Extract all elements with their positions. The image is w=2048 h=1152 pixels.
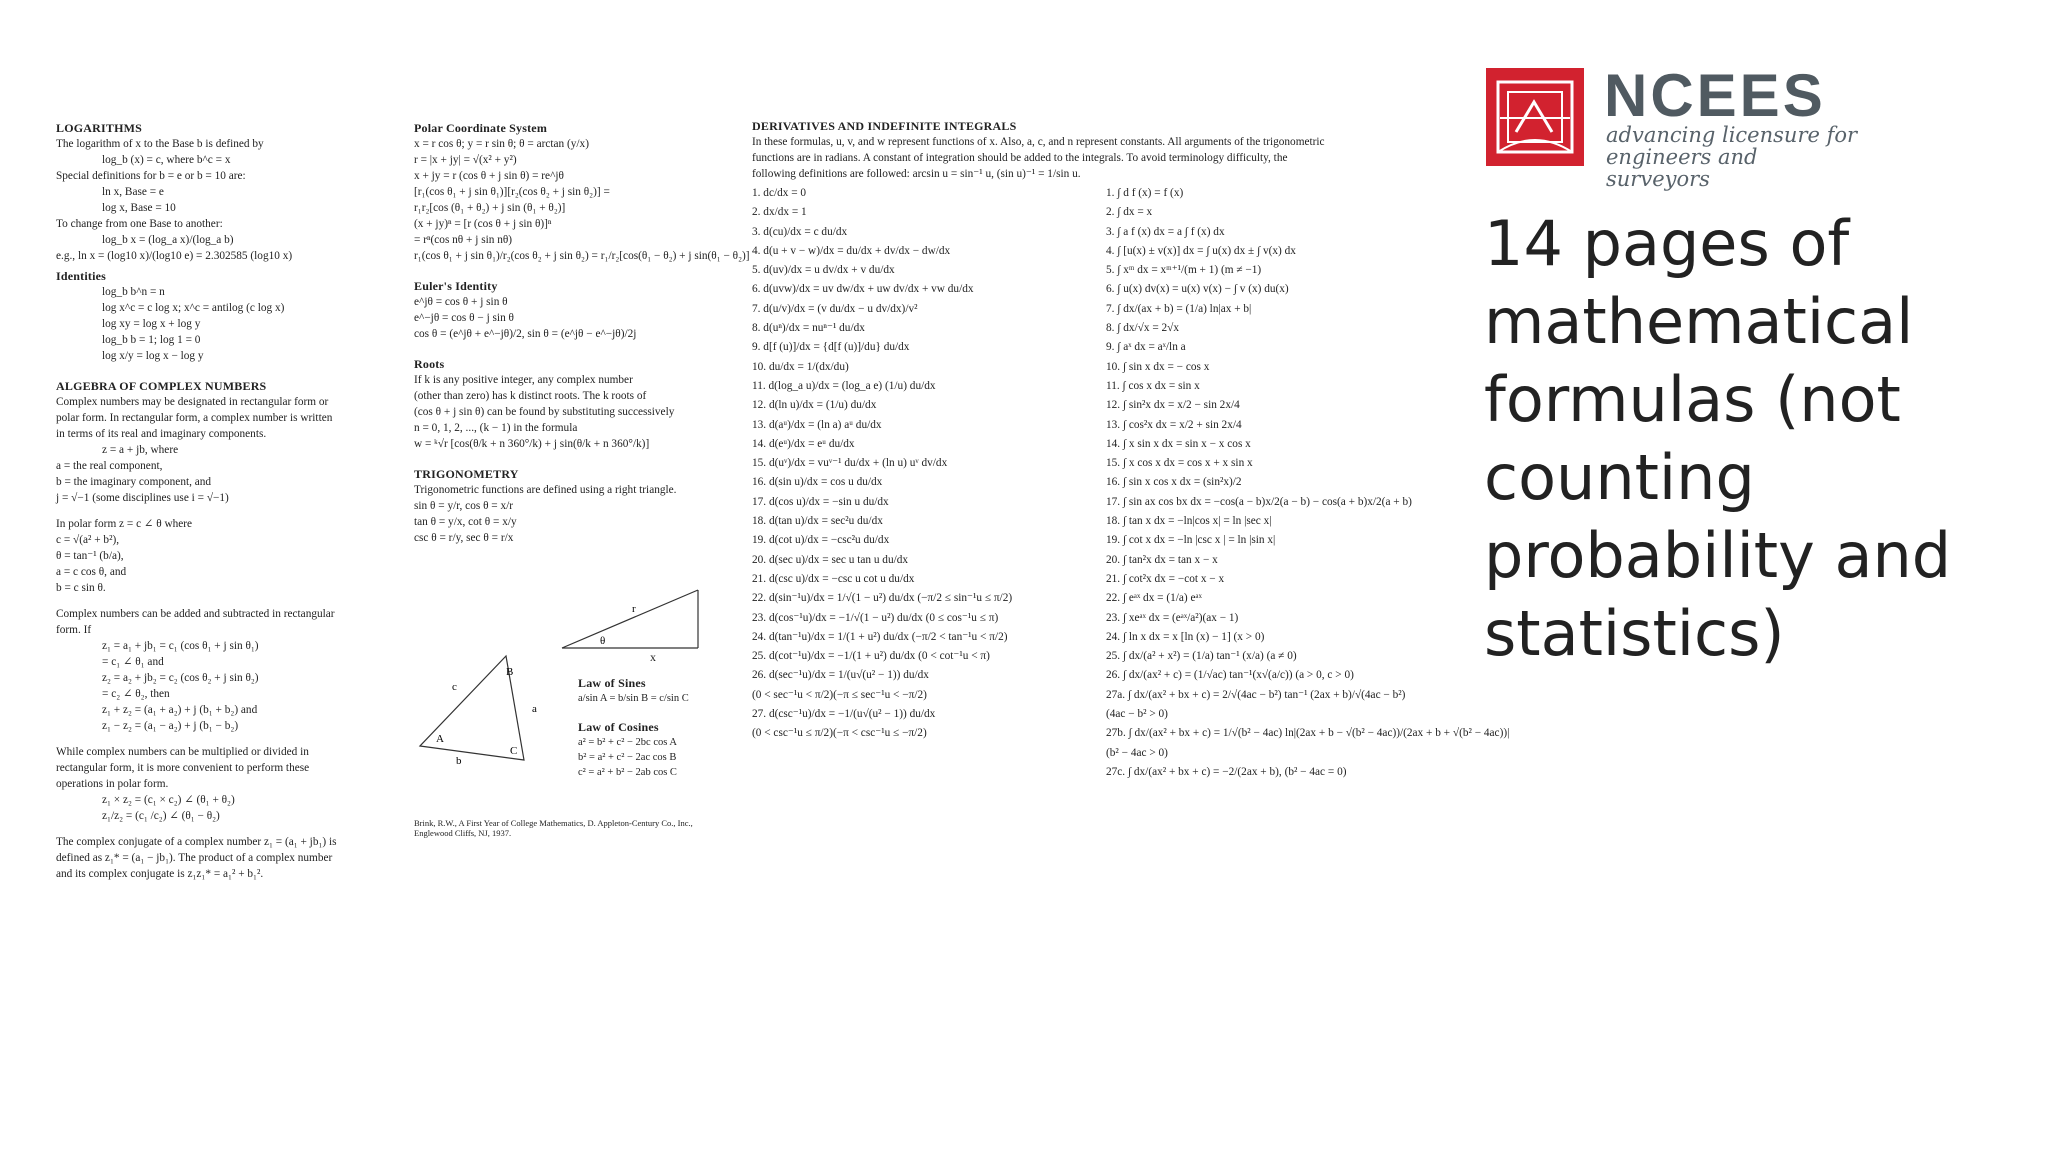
formula-line: tan θ = y/x, cot θ = x/y bbox=[414, 516, 517, 528]
law-line: a² = b² + c² − 2bc cos A bbox=[578, 737, 677, 748]
formula-spacer bbox=[414, 342, 698, 352]
integral-formula: 20. ∫ tan²x dx = tan x − x bbox=[1106, 553, 1218, 566]
right-triangle-diagram bbox=[560, 588, 700, 650]
formula-line: x + jy = r (cos θ + j sin θ) = re^jθ bbox=[414, 170, 564, 182]
derivative-formula: 10. du/dx = 1/(dx/du) bbox=[752, 360, 849, 373]
derivatives-list bbox=[752, 184, 1108, 744]
formula-line: rectangular form, it is more convenient to perform these bbox=[56, 762, 310, 774]
logarithms-complex-column bbox=[56, 116, 396, 882]
formula-spacer bbox=[56, 824, 396, 834]
formula-line: log x^c = c log x; x^c = antilog (c log x) bbox=[102, 302, 285, 314]
formula-line: log_b b = 1; log 1 = 0 bbox=[102, 334, 201, 346]
derivative-formula: 25. d(cot⁻¹u)/dx = −1/(1 + u²) du/dx (0 < cot⁻¹u < π) bbox=[752, 650, 990, 663]
integral-formula: 7. ∫ dx/(ax + b) = (1/a) ln|ax + b| bbox=[1106, 302, 1252, 315]
formula-line: r₁(cos θ₁ + j sin θ₁)/r₂(cos θ₂ + j sin θ₂) = r₁/r₂[cos(θ₁ − θ₂) + j sin(θ₁ − θ₂)] bbox=[414, 250, 750, 262]
formula-line: defined as z₁* = (a₁ − jb₁). The product of a complex number bbox=[56, 852, 333, 864]
integral-formula: 18. ∫ tan x dx = −ln|cos x| = ln |sec x| bbox=[1106, 515, 1272, 528]
derivative-formula: 8. d(uⁿ)/dx = nuⁿ⁻¹ du/dx bbox=[752, 322, 865, 335]
integral-formula: 22. ∫ eᵃˣ dx = (1/a) eᵃˣ bbox=[1106, 592, 1202, 605]
formula-line: The complex conjugate of a complex number z₁ = (a₁ + jb₁) is bbox=[56, 836, 337, 848]
formula-line: To change from one Base to another: bbox=[56, 218, 223, 230]
formula-line: sin θ = y/r, cos θ = x/r bbox=[414, 500, 514, 512]
formula-line: j = √−1 (some disciplines use i = √−1) bbox=[56, 492, 229, 504]
formula-line: If k is any positive integer, any complex number bbox=[414, 374, 633, 386]
derivative-formula: (0 < sec⁻¹u < π/2)(−π ≤ sec⁻¹u < −π/2) bbox=[752, 688, 927, 701]
formula-line: polar form. In rectangular form, a complex number is written bbox=[56, 412, 333, 424]
derivative-formula: 24. d(tan⁻¹u)/dx = 1/(1 + u²) du/dx (−π/2 < tan⁻¹u < π/2) bbox=[752, 630, 1008, 643]
formula-line: e.g., ln x = (log10 x)/(log10 e) = 2.302585 (log10 x) bbox=[56, 250, 293, 262]
law-heading: Law of Cosines bbox=[578, 720, 659, 734]
law-spacer bbox=[578, 706, 698, 716]
formula-line: log x/y = log x − log y bbox=[102, 350, 204, 362]
derivative-formula: 3. d(cu)/dx = c du/dx bbox=[752, 225, 848, 238]
derivative-formula: 13. d(aᵘ)/dx = (ln a) aᵘ du/dx bbox=[752, 418, 882, 431]
formula-heading: LOGARITHMS bbox=[56, 121, 143, 135]
integral-formula: 27a. ∫ dx/(ax² + bx + c) = 2/√(4ac − b²) tan⁻¹ (2ax + b)/√(4ac − b²) bbox=[1106, 688, 1406, 701]
derivative-formula: 11. d(log_a u)/dx = (log_a e) (1/u) du/dx bbox=[752, 379, 936, 392]
formula-line: operations in polar form. bbox=[56, 778, 169, 790]
formula-line: b = the imaginary component, and bbox=[56, 476, 212, 488]
formula-spacer bbox=[56, 364, 396, 374]
trig-reference-note: Brink, R.W., A First Year of College Mathematics, D. Appleton-Century Co., Inc., Englewood Cliffs, NJ, 1937. bbox=[414, 818, 693, 838]
formula-line: e^jθ = cos θ + j sin θ bbox=[414, 296, 508, 308]
formula-heading: TRIGONOMETRY bbox=[414, 467, 519, 481]
integral-formula: 14. ∫ x sin x dx = sin x − x cos x bbox=[1106, 437, 1251, 450]
formula-line: Complex numbers may be designated in rectangular form or bbox=[56, 396, 329, 408]
ncees-logo bbox=[1486, 62, 1866, 191]
integrals-list bbox=[1106, 184, 1510, 782]
formula-line: = c₂ ∠ θ₂, then bbox=[102, 688, 170, 700]
derivative-formula: 7. d(u/v)/dx = (v du/dx − u dv/dx)/v² bbox=[752, 302, 918, 315]
formula-line: z₁/z₂ = (c₁ /c₂) ∠ (θ₁ − θ₂) bbox=[102, 810, 220, 822]
derivatives-intro-2: functions are in radians. A constant of integration should be added to the integrals. To avoid terminology difficulty, the bbox=[752, 152, 1288, 164]
integral-formula: 2. ∫ dx = x bbox=[1106, 206, 1153, 219]
integral-formula: 27c. ∫ dx/(ax² + bx + c) = −2/(2ax + b), (b² − 4ac = 0) bbox=[1106, 765, 1347, 778]
formula-heading: Roots bbox=[414, 357, 445, 371]
formula-line: [r₁(cos θ₁ + j sin θ₁)][r₂(cos θ₂ + j sin θ₂)] = bbox=[414, 186, 610, 198]
integral-formula: (b² − 4ac > 0) bbox=[1106, 746, 1168, 759]
integral-formula: 15. ∫ x cos x dx = cos x + x sin x bbox=[1106, 457, 1253, 470]
integral-formula: 6. ∫ u(x) dv(x) = u(x) v(x) − ∫ v (x) du(x) bbox=[1106, 283, 1289, 296]
formula-line: log xy = log x + log y bbox=[102, 318, 201, 330]
derivative-formula: 15. d(uᵛ)/dx = vuᵛ⁻¹ du/dx + (ln u) uᵛ dv/dx bbox=[752, 457, 948, 470]
law-line: a/sin A = b/sin B = c/sin C bbox=[578, 693, 689, 704]
formula-line: (other than zero) has k distinct roots. The k roots of bbox=[414, 390, 647, 402]
tri-label-r: r bbox=[632, 603, 636, 615]
derivative-formula: (0 < csc⁻¹u ≤ π/2)(−π < csc⁻¹u ≤ −π/2) bbox=[752, 727, 927, 740]
formula-line: While complex numbers can be multiplied or divided in bbox=[56, 746, 309, 758]
integral-formula: 23. ∫ xeᵃˣ dx = (eᵃˣ/a²)(ax − 1) bbox=[1106, 611, 1239, 624]
polar-trig-column bbox=[414, 116, 750, 546]
integral-formula: 21. ∫ cot²x dx = −cot x − x bbox=[1106, 572, 1225, 585]
formula-line: z₁ × z₂ = (c₁ × c₂) ∠ (θ₁ + θ₂) bbox=[102, 794, 235, 806]
formula-line: (cos θ + j sin θ) can be found by substituting successively bbox=[414, 406, 675, 418]
formula-spacer bbox=[414, 264, 698, 274]
formula-line: (x + jy)ⁿ = [r (cos θ + j sin θ)]ⁿ bbox=[414, 218, 552, 230]
formula-line: z₂ = a₂ + jb₂ = c₂ (cos θ₂ + j sin θ₂) bbox=[102, 672, 259, 684]
formula-line: c = √(a² + b²), bbox=[56, 534, 120, 546]
formula-line: e^−jθ = cos θ − j sin θ bbox=[414, 312, 514, 324]
formula-line: = c₁ ∠ θ₁ and bbox=[102, 656, 164, 668]
integral-formula: 10. ∫ sin x dx = − cos x bbox=[1106, 360, 1210, 373]
derivatives-integrals-header bbox=[752, 114, 1388, 182]
formula-line: z₁ + z₂ = (a₁ + a₂) + j (b₁ + b₂) and bbox=[102, 704, 258, 716]
derivative-formula: 26. d(sec⁻¹u)/dx = 1/(u√(u² − 1)) du/dx bbox=[752, 669, 929, 682]
formula-line: b = c sin θ. bbox=[56, 582, 106, 594]
formula-line: Special definitions for b = e or b = 10 are: bbox=[56, 170, 246, 182]
tri-label-b: b bbox=[456, 755, 462, 767]
tri-label-C: C bbox=[510, 745, 518, 757]
formula-line: in terms of its real and imaginary components. bbox=[56, 428, 267, 440]
derivative-formula: 18. d(tan u)/dx = sec²u du/dx bbox=[752, 515, 883, 528]
derivatives-intro-3: following definitions are followed: arcsin u = sin⁻¹ u, (sin u)⁻¹ = 1/sin u. bbox=[752, 168, 1081, 180]
derivatives-intro-1: In these formulas, u, v, and w represent functions of x. Also, a, c, and n represent constants. All arguments of the trigonometric bbox=[752, 136, 1325, 148]
derivative-formula: 12. d(ln u)/dx = (1/u) du/dx bbox=[752, 399, 877, 412]
law-heading: Law of Sines bbox=[578, 676, 646, 690]
formula-line: x = r cos θ; y = r sin θ; θ = arctan (y/x) bbox=[414, 138, 589, 150]
derivatives-integrals-title: DERIVATIVES AND INDEFINITE INTEGRALS bbox=[752, 119, 1017, 133]
formula-line: r₁r₂[cos (θ₁ + θ₂) + j sin (θ₁ + θ₂)] bbox=[414, 202, 566, 214]
integral-formula: 1. ∫ d f (x) = f (x) bbox=[1106, 187, 1184, 199]
integral-formula: 24. ∫ ln x dx = x [ln (x) − 1] (x > 0) bbox=[1106, 630, 1265, 643]
formula-spacer bbox=[56, 734, 396, 744]
formula-line: z = a + jb, where bbox=[102, 444, 179, 456]
integral-formula: 13. ∫ cos²x dx = x/2 + sin 2x/4 bbox=[1106, 418, 1242, 431]
derivative-formula: 20. d(sec u)/dx = sec u tan u du/dx bbox=[752, 553, 909, 566]
formula-line: log_b b^n = n bbox=[102, 286, 165, 298]
derivative-formula: 21. d(csc u)/dx = −csc u cot u du/dx bbox=[752, 572, 915, 585]
integral-formula: 27b. ∫ dx/(ax² + bx + c) = 1/√(b² − 4ac) ln|(2ax + b − √(b² − 4ac))/(2ax + b + √(b² − 4ac))| bbox=[1106, 727, 1510, 740]
formula-spacer bbox=[56, 506, 396, 516]
formula-line: log_b x = (log_a x)/(log_a b) bbox=[102, 234, 234, 246]
formula-heading: Euler's Identity bbox=[414, 279, 498, 293]
derivative-formula: 4. d(u + v − w)/dx = du/dx + dv/dx − dw/dx bbox=[752, 244, 951, 257]
integral-formula: 5. ∫ xᵐ dx = xᵐ⁺¹/(m + 1) (m ≠ −1) bbox=[1106, 264, 1262, 277]
formula-line: z₁ = a₁ + jb₁ = c₁ (cos θ₁ + j sin θ₁) bbox=[102, 640, 259, 652]
formula-line: Trigonometric functions are defined using a right triangle. bbox=[414, 484, 677, 496]
formula-line: Complex numbers can be added and subtracted in rectangular bbox=[56, 608, 335, 620]
law-line: b² = a² + c² − 2ac cos B bbox=[578, 752, 677, 763]
integral-formula: 9. ∫ aˣ dx = aˣ/ln a bbox=[1106, 341, 1186, 354]
ncees-tagline-1: advancing licensure for bbox=[1606, 123, 1858, 147]
integral-formula: 8. ∫ dx/√x = 2√x bbox=[1106, 322, 1180, 335]
formula-line: log x, Base = 10 bbox=[102, 202, 176, 214]
integral-formula: 19. ∫ cot x dx = −ln |csc x | = ln |sin x| bbox=[1106, 534, 1276, 547]
formula-line: csc θ = r/y, sec θ = r/x bbox=[414, 532, 514, 544]
tri-label-a: a bbox=[532, 703, 537, 715]
formula-line: a = the real component, bbox=[56, 460, 163, 472]
derivative-formula: 1. dc/dx = 0 bbox=[752, 187, 807, 199]
formula-line: = rⁿ(cos nθ + j sin nθ) bbox=[414, 234, 513, 246]
formula-line: a = c cos θ, and bbox=[56, 566, 127, 578]
formula-heading: ALGEBRA OF COMPLEX NUMBERS bbox=[56, 379, 267, 393]
tri-label-c: c bbox=[452, 681, 457, 693]
integral-formula: 11. ∫ cos x dx = sin x bbox=[1106, 379, 1200, 392]
law-line: c² = a² + b² − 2ab cos C bbox=[578, 767, 677, 778]
derivative-formula: 16. d(sin u)/dx = cos u du/dx bbox=[752, 476, 883, 489]
formula-line: r = |x + jy| = √(x² + y²) bbox=[414, 154, 517, 166]
formula-line: In polar form z = c ∠ θ where bbox=[56, 518, 193, 530]
formula-heading: Polar Coordinate System bbox=[414, 121, 548, 135]
formula-line: n = 0, 1, 2, ..., (k − 1) in the formula bbox=[414, 422, 578, 434]
derivative-formula: 23. d(cos⁻¹u)/dx = −1/√(1 − u²) du/dx (0 ≤ cos⁻¹u ≤ π) bbox=[752, 611, 999, 624]
integral-formula: 17. ∫ sin ax cos bx dx = −cos(a − b)x/2(a − b) − cos(a + b)x/2(a + b) bbox=[1106, 495, 1412, 508]
derivative-formula: 19. d(cot u)/dx = −csc²u du/dx bbox=[752, 534, 890, 547]
sines-cosines-laws bbox=[578, 672, 698, 780]
ncees-wordmark: NCEES bbox=[1604, 62, 1826, 129]
integral-formula: 16. ∫ sin x cos x dx = (sin²x)/2 bbox=[1106, 476, 1242, 489]
derivative-formula: 27. d(csc⁻¹u)/dx = −1/(u√(u² − 1)) du/dx bbox=[752, 708, 936, 721]
integral-formula: 4. ∫ [u(x) ± v(x)] dx = ∫ u(x) dx ± ∫ v(x) dx bbox=[1106, 244, 1296, 257]
formula-heading: Identities bbox=[56, 269, 106, 283]
slide-headline: 14 pages of mathematical formulas (not counting probability and statistics) bbox=[1484, 207, 1952, 670]
integral-formula: 25. ∫ dx/(a² + x²) = (1/a) tan⁻¹ (x/a) (a ≠ 0) bbox=[1106, 650, 1297, 663]
derivative-formula: 2. dx/dx = 1 bbox=[752, 206, 807, 219]
derivative-formula: 6. d(uvw)/dx = uv dw/dx + uw dv/dx + vw du/dx bbox=[752, 283, 974, 296]
formula-line: cos θ = (e^jθ + e^−jθ)/2, sin θ = (e^jθ − e^−jθ)/2j bbox=[414, 328, 637, 340]
ncees-tagline-2: engineers and surveyors bbox=[1606, 145, 1758, 191]
tri-label-B: B bbox=[506, 666, 514, 678]
derivative-formula: 5. d(uv)/dx = u dv/dx + v du/dx bbox=[752, 264, 895, 277]
derivative-formula: 9. d[f (u)]/dx = {d[f (u)]/du} du/dx bbox=[752, 341, 910, 354]
formula-line: and its complex conjugate is z₁z₁* = a₁² + b₁². bbox=[56, 868, 264, 880]
tri-label-x: x bbox=[650, 650, 656, 664]
tri-label-theta: θ bbox=[600, 635, 606, 647]
formula-line: log_b (x) = c, where b^c = x bbox=[102, 154, 231, 166]
formula-line: ln x, Base = e bbox=[102, 186, 164, 198]
integral-formula: 12. ∫ sin²x dx = x/2 − sin 2x/4 bbox=[1106, 399, 1240, 412]
tri-label-A: A bbox=[436, 733, 444, 745]
derivative-formula: 17. d(cos u)/dx = −sin u du/dx bbox=[752, 495, 889, 508]
formula-spacer bbox=[56, 596, 396, 606]
derivative-formula: 14. d(eᵘ)/dx = eᵘ du/dx bbox=[752, 437, 855, 450]
integral-formula: (4ac − b² > 0) bbox=[1106, 708, 1168, 721]
formula-line: w = ᵏ√r [cos(θ/k + n 360°/k) + j sin(θ/k + n 360°/k)] bbox=[414, 438, 650, 450]
formula-line: form. If bbox=[56, 624, 92, 636]
formula-line: The logarithm of x to the Base b is defined by bbox=[56, 138, 264, 150]
formula-line: θ = tan⁻¹ (b/a), bbox=[56, 550, 124, 562]
integral-formula: 3. ∫ a f (x) dx = a ∫ f (x) dx bbox=[1106, 225, 1225, 238]
formula-spacer bbox=[414, 452, 698, 462]
derivative-formula: 22. d(sin⁻¹u)/dx = 1/√(1 − u²) du/dx (−π/2 ≤ sin⁻¹u ≤ π/2) bbox=[752, 592, 1013, 605]
integral-formula: 26. ∫ dx/(ax² + c) = (1/√ac) tan⁻¹(x√(a/c)) (a > 0, c > 0) bbox=[1106, 669, 1354, 682]
formula-line: z₁ − z₂ = (a₁ − a₂) + j (b₁ − b₂) bbox=[102, 720, 239, 732]
oblique-triangle-diagram bbox=[414, 650, 564, 765]
ncees-logo-mark bbox=[1486, 68, 1584, 166]
